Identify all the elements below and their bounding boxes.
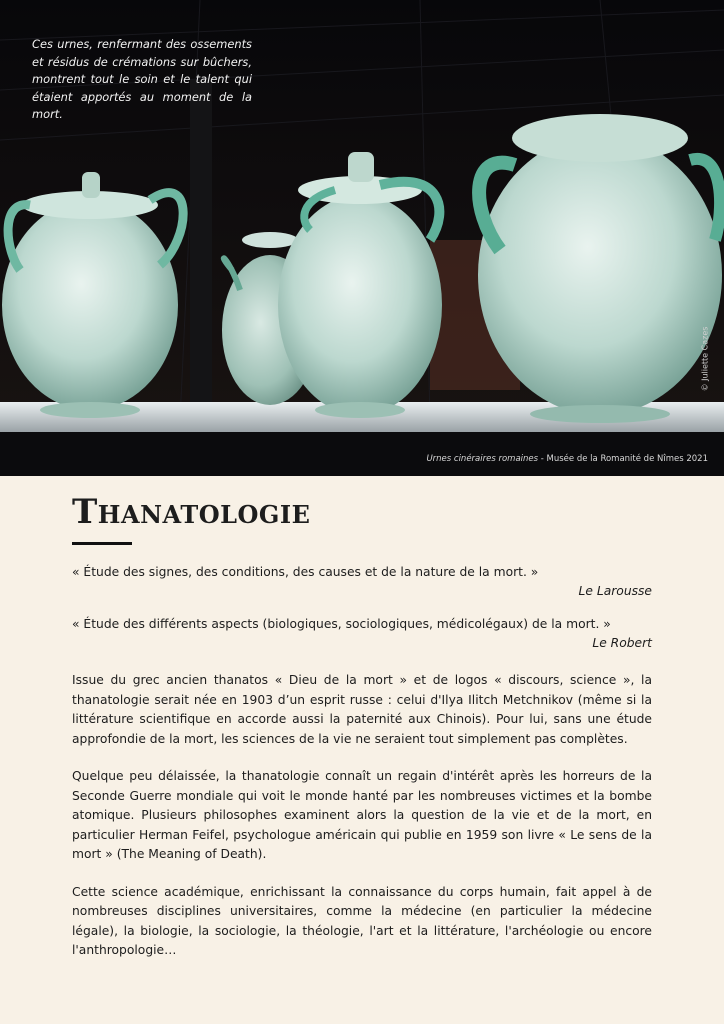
photo-source [426,454,708,464]
page-title: Thanatologie [72,492,311,532]
photo-credit: © Juliette Cazes [700,326,710,392]
header-photo [0,0,724,476]
quote-text: « Étude des signes, des conditions, des causes et de la nature de la mort. » [72,565,539,579]
body-paragraph: Issue du grec ancien thanatos « Dieu de la mort » et de logos « discours, science », la thanatologie serait née en 1903 d’un esprit russe : celui d'Ilya Ilitch Metchnikov (même si la littérature scientifique en accorde aussi la paternité aux Chinois). Pour lui, sans une étude approfondie de la mort, les sciences de la vie ne seraient tout simplement pas complètes. [72,673,652,746]
photo-source-title: Urnes cinéraires romaines [426,454,539,464]
article [72,490,652,961]
definition-quote [72,615,652,653]
photo-caption: Ces urnes, renfermant des ossements et résidus de crémations sur bûchers, montrent tout le soin et le talent qui étaient apportés au moment de la mort. [32,37,252,121]
quote-source: Le Robert [592,636,652,650]
definition-quote [72,563,652,601]
quote-source: Le Larousse [578,584,652,598]
title-underline [72,542,132,545]
quote-text: « Étude des différents aspects (biologiques, sociologiques, médicolégaux) de la mort. » [72,617,611,631]
photo-source-place: - Musée de la Romanité de Nîmes 2021 [538,454,708,464]
body-paragraph: Cette science académique, enrichissant la connaissance du corps humain, fait appel à de nombreuses disciplines universitaires, comme la médecine (en particulier la médecine légale), la biologie, la sociologie, la théologie, l'art et la littérature, l'archéologie ou encore l'anthropologie… [72,884,652,957]
body-paragraph: Quelque peu délaissée, la thanatologie connaît un regain d'intérêt après les horreurs de la Seconde Guerre mondiale qui voit le monde hanté par les nombreuses victimes et la bombe atomique. Plusieurs philosophes examinent alors la question de la vie et de la mort, en particulier Herman Feifel, psychologue américain qui publie en 1959 son livre « Le sens de la mort » (The Meaning of Death). [72,769,652,861]
urn-center [278,152,442,418]
